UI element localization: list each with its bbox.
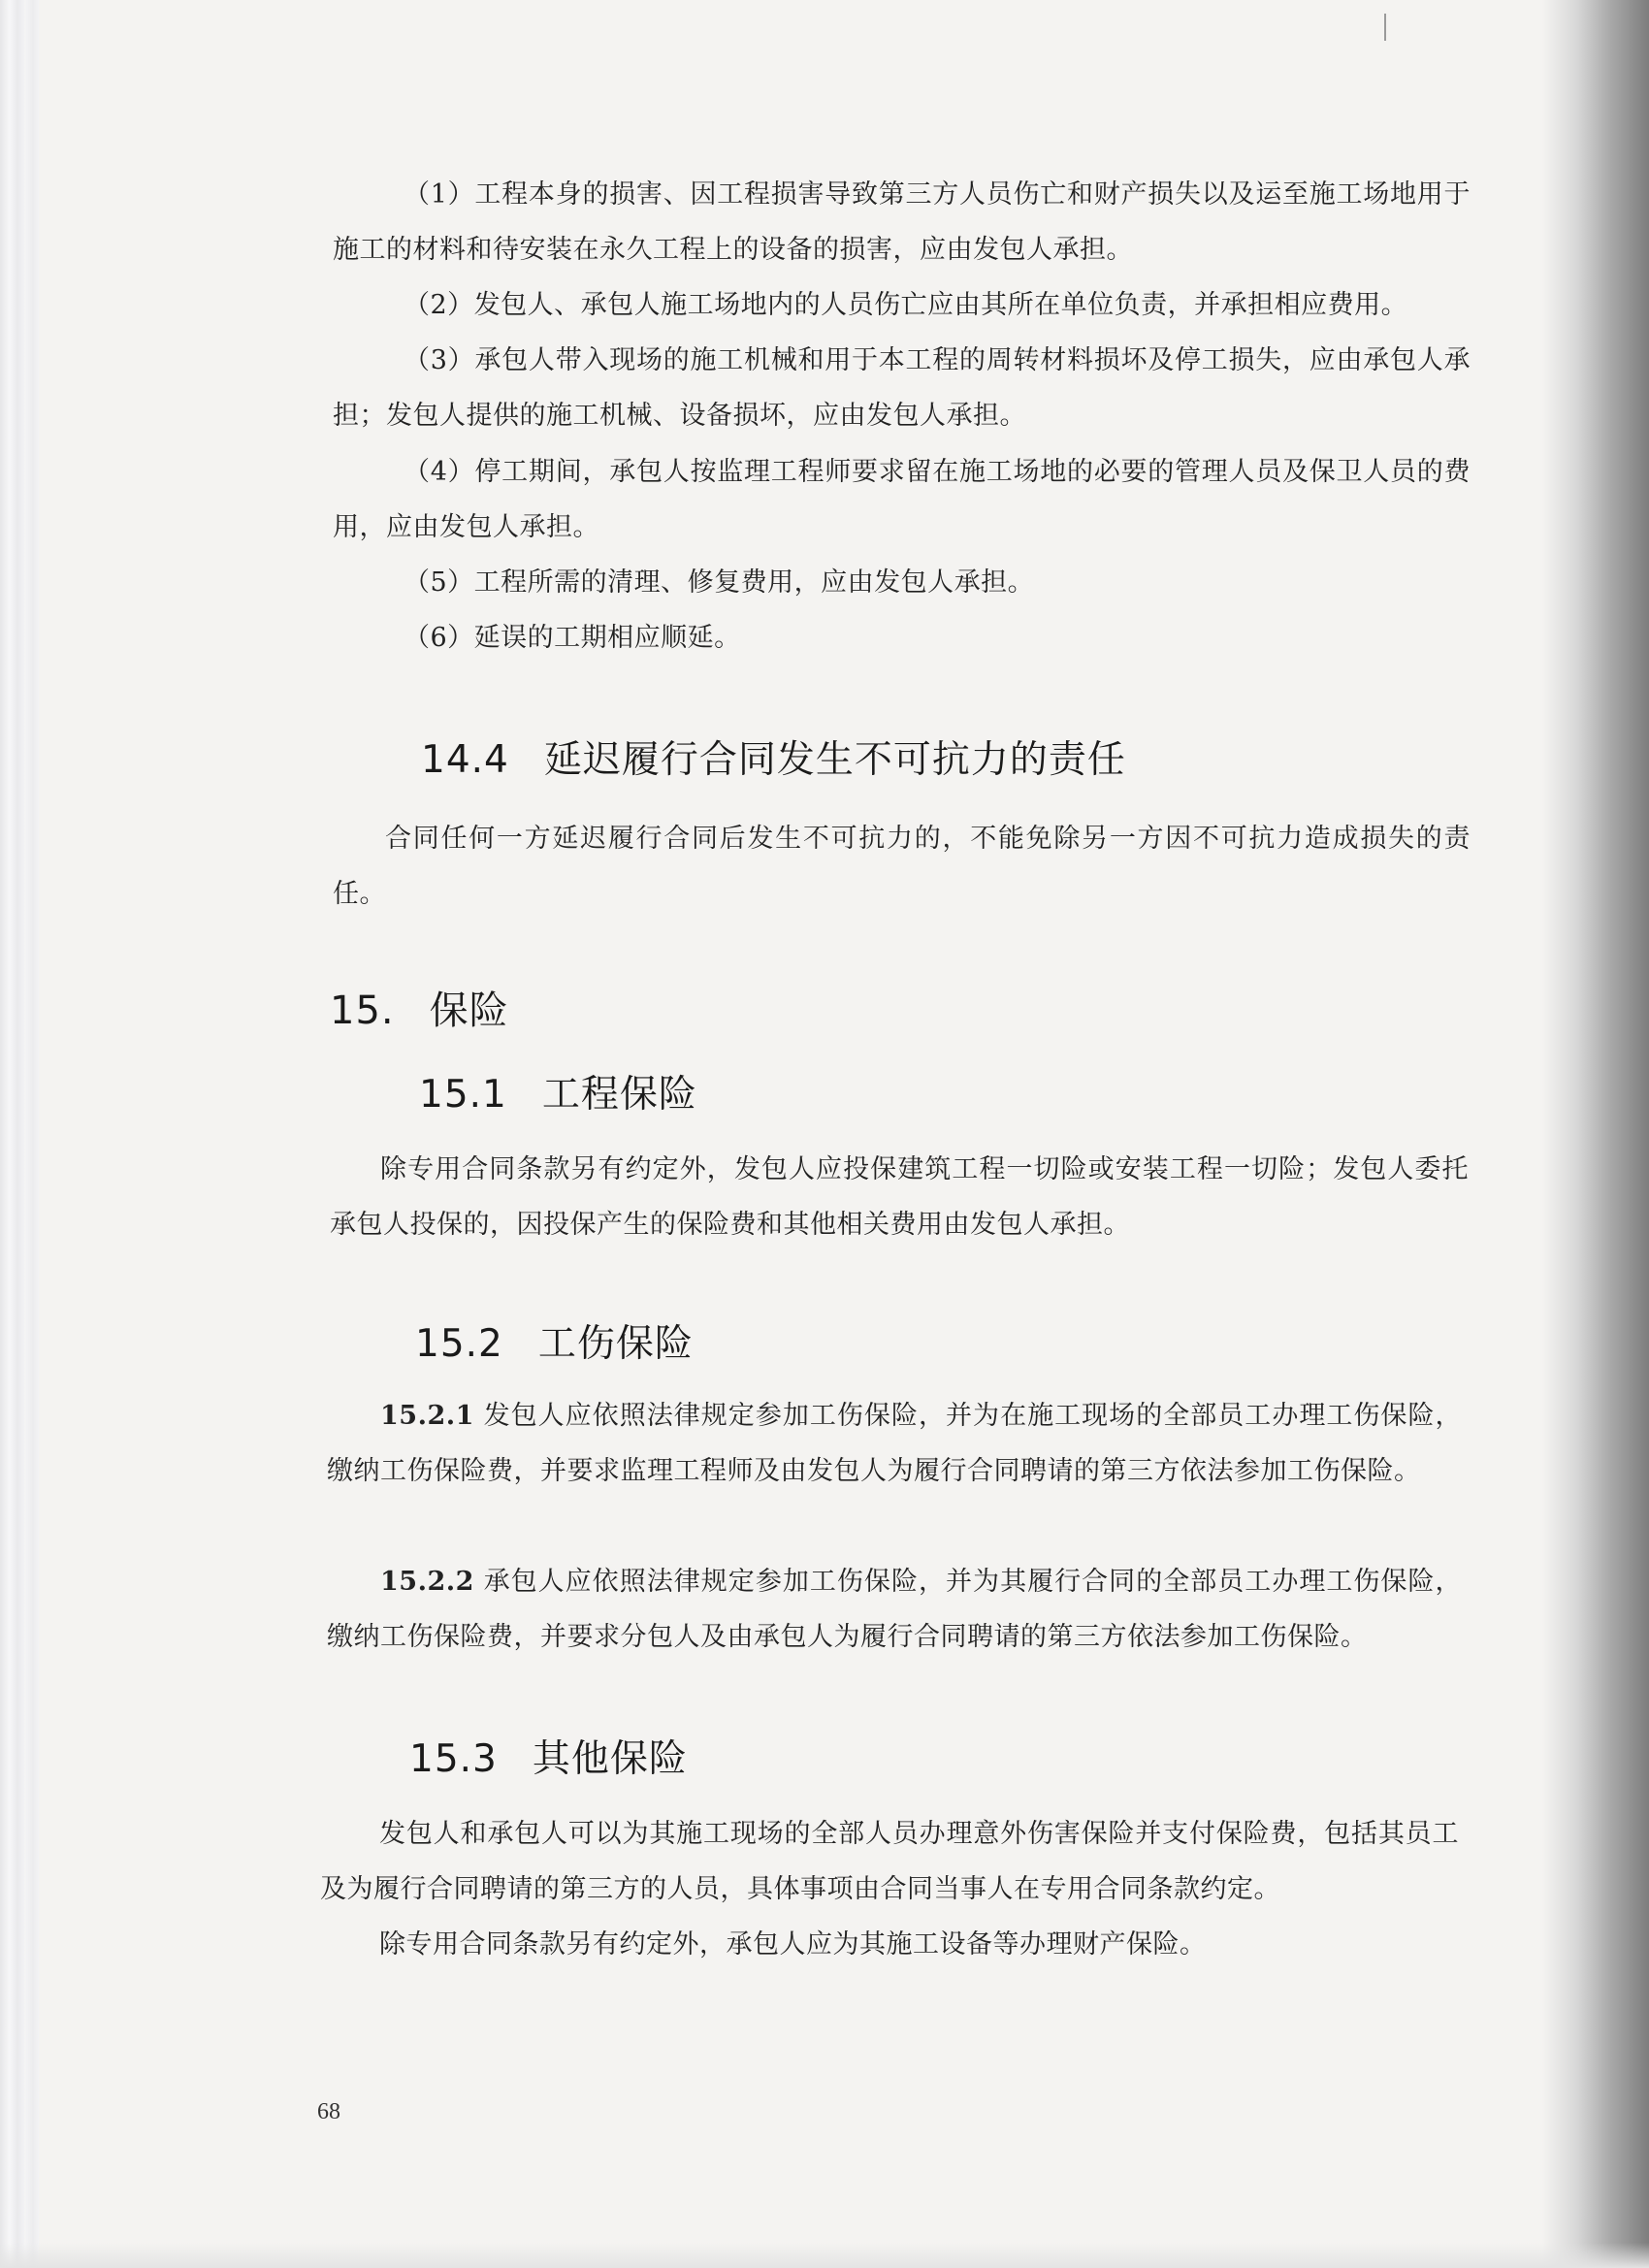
clause-text: 发包人应依照法律规定参加工伤保险，并为在施工现场的全部员工办理工伤保险，缴纳工伤保险费，并要求监理工程师及由发包人为履行合同聘请的第三方依法参加工伤保险。 <box>327 1401 1462 1486</box>
section-number: 15.2 <box>415 1322 503 1366</box>
clause-number: 15.2.2 <box>380 1567 474 1597</box>
list-item: （5）工程所需的清理、修复费用，应由发包人承担。 <box>404 567 1035 598</box>
clause-text: 承包人应依照法律规定参加工伤保险，并为其履行合同的全部员工办理工伤保险，缴纳工伤保险费，并要求分包人及由承包人为履行合同聘请的第三方依法参加工伤保险。 <box>327 1567 1462 1652</box>
section-title: 保险 <box>429 988 509 1033</box>
page-bottom-edge <box>0 2243 1649 2268</box>
section-title: 工程保险 <box>541 1073 697 1117</box>
section-heading-15-2 <box>415 1313 694 1368</box>
section-number: 14.4 <box>421 738 509 782</box>
list-item: （4）停工期间，承包人按监理工程师要求留在施工场地的必要的管理人员及保卫人员的费用，应由发包人承担。 <box>333 457 1471 542</box>
clause-15-2-1 <box>327 1388 1462 1499</box>
section-14-4-text: 合同任何一方延迟履行合同后发生不可抗力的，不能免除另一方因不可抗力造成损失的责任。 <box>333 824 1471 909</box>
list-item: （6）延误的工期相应顺延。 <box>404 623 741 653</box>
section-heading-15-3 <box>409 1729 688 1783</box>
section-heading-15-1 <box>419 1064 697 1118</box>
section-number: 15. <box>330 988 395 1033</box>
section-number: 15.3 <box>409 1737 498 1781</box>
list-item: （1）工程本身的损害、因工程损害导致第三方人员伤亡和财产损失以及运至施工场地用于施工的材料和待安装在永久工程上的设备的损害，应由发包人承担。 <box>333 179 1471 265</box>
clause-15-2-2 <box>327 1554 1462 1665</box>
clause-number: 15.2.1 <box>380 1401 474 1431</box>
section-heading-15 <box>330 980 509 1035</box>
section-15-3-para: 发包人和承包人可以为其施工现场的全部人员办理意外伤害保险并支付保险费，包括其员工及为履行合同聘请的第三方的人员，具体事项由合同当事人在专用合同条款约定。 <box>320 1819 1459 1904</box>
section-15-1-text: 除专用合同条款另有约定外，发包人应投保建筑工程一切险或安装工程一切险；发包人委托承包人投保的，因投保产生的保险费和其他相关费用由发包人承担。 <box>330 1154 1469 1240</box>
section-15-3-para: 除专用合同条款另有约定外，承包人应为其施工设备等办理财产保险。 <box>379 1929 1207 1960</box>
list-item: （3）承包人带入现场的施工机械和用于本工程的周转材料损坏及停工损失，应由承包人承担；发包人提供的施工机械、设备损坏，应由发包人承担。 <box>333 345 1471 431</box>
page-number: 68 <box>317 2099 340 2124</box>
scan-mark <box>1384 14 1386 41</box>
binding-shadow <box>1542 0 1649 2268</box>
section-number: 15.1 <box>419 1073 507 1117</box>
section-title: 其他保险 <box>532 1737 688 1781</box>
page-stack-edge <box>0 0 39 2268</box>
section-title: 延迟履行合同发生不可抗力的责任 <box>543 738 1126 782</box>
section-heading-14-4 <box>421 729 1126 784</box>
section-title: 工伤保险 <box>537 1322 694 1366</box>
list-item: （2）发包人、承包人施工场地内的人员伤亡应由其所在单位负责，并承担相应费用。 <box>404 290 1408 320</box>
